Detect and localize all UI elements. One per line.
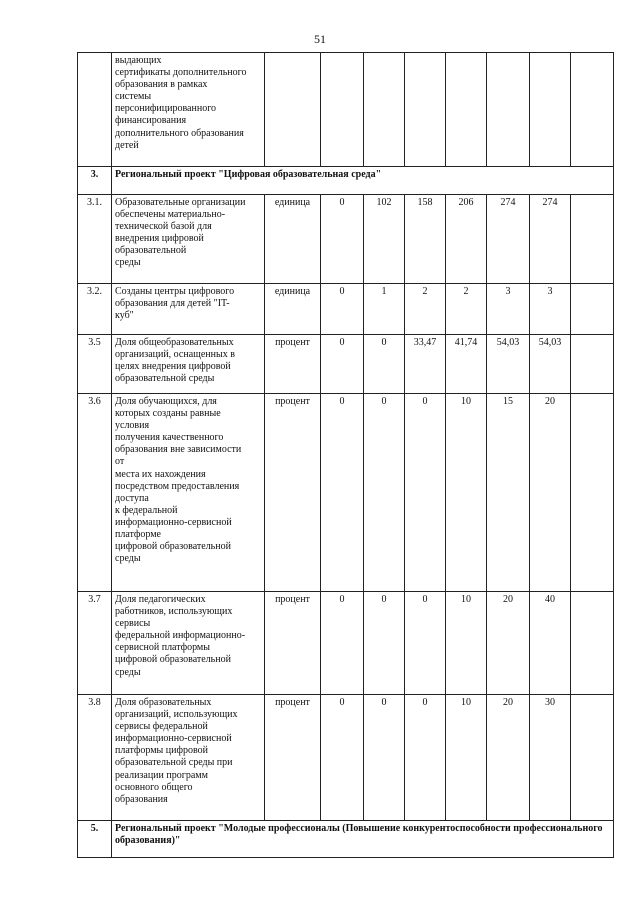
- empty-cell: [405, 53, 446, 167]
- value-cell: 0: [321, 195, 364, 284]
- indicator-unit: процент: [265, 592, 321, 695]
- empty-cell: [364, 53, 405, 167]
- value-cell: 0: [364, 695, 405, 821]
- row-number: 3.1.: [78, 195, 112, 284]
- value-cell: 158: [405, 195, 446, 284]
- page-number: 51: [314, 32, 326, 46]
- value-cell: 274: [530, 195, 571, 284]
- value-cell: 0: [321, 394, 364, 592]
- value-cell: 102: [364, 195, 405, 284]
- value-cell: 10: [446, 394, 487, 592]
- row-number: 3.5: [78, 335, 112, 394]
- continuation-num-cell: [78, 53, 112, 167]
- section-title: Региональный проект "Молодые профессионалы (Повышение конкурентоспособности профессионального образования)": [112, 821, 614, 858]
- row-number: 3.2.: [78, 284, 112, 335]
- section-row: [78, 821, 614, 858]
- row-number: 3.6: [78, 394, 112, 592]
- table-row: [78, 592, 614, 695]
- section-row: [78, 167, 614, 195]
- indicator-unit: единица: [265, 284, 321, 335]
- value-cell: 274: [487, 195, 530, 284]
- indicator-name: Образовательные организации обеспечены материально- технической базой для внедрения цифровой образовательной среды: [112, 195, 265, 284]
- empty-cell: [487, 53, 530, 167]
- indicator-name: Доля образовательных организаций, использующих сервисы федеральной информационно-сервисной платформы цифровой образовательной среды при реализации программ основного общего образования: [112, 695, 265, 821]
- value-cell: 15: [487, 394, 530, 592]
- indicator-name: Доля педагогических работников, использующих сервисы федеральной информационно- сервисной платформы цифровой образовательной среды: [112, 592, 265, 695]
- value-cell: 0: [405, 394, 446, 592]
- value-cell: 0: [321, 335, 364, 394]
- value-cell: 3: [487, 284, 530, 335]
- indicator-unit: процент: [265, 394, 321, 592]
- empty-cell: [530, 53, 571, 167]
- value-cell: 0: [321, 284, 364, 335]
- table-row: [78, 394, 614, 592]
- empty-cell: [571, 592, 614, 695]
- indicators-table: [77, 52, 614, 858]
- value-cell: 0: [364, 335, 405, 394]
- empty-cell: [571, 195, 614, 284]
- value-cell: 20: [487, 592, 530, 695]
- value-cell: 20: [530, 394, 571, 592]
- value-cell: 0: [321, 695, 364, 821]
- value-cell: 2: [446, 284, 487, 335]
- continuation-text: выдающих сертификаты дополнительного образования в рамках системы персонифицированного финансирования дополнительного образования детей: [112, 53, 265, 167]
- section-number: 5.: [78, 821, 112, 858]
- section-title: Региональный проект "Цифровая образовательная среда": [112, 167, 614, 195]
- indicator-unit: процент: [265, 335, 321, 394]
- empty-cell: [571, 695, 614, 821]
- empty-cell: [321, 53, 364, 167]
- indicator-name: Доля общеобразовательных организаций, оснащенных в целях внедрения цифровой образовательной среды: [112, 335, 265, 394]
- value-cell: 10: [446, 695, 487, 821]
- row-number: 3.8: [78, 695, 112, 821]
- value-cell: 0: [364, 394, 405, 592]
- empty-cell: [446, 53, 487, 167]
- value-cell: 0: [364, 592, 405, 695]
- table-row: [78, 335, 614, 394]
- empty-cell: [571, 335, 614, 394]
- value-cell: 40: [530, 592, 571, 695]
- indicator-name: Доля обучающихся, для которых созданы равные условия получения качественного образования вне зависимости от места их нахождения посредством предоставления доступа к федеральной информационно-сервисной платформе цифровой образовательной среды: [112, 394, 265, 592]
- value-cell: 0: [405, 695, 446, 821]
- indicator-unit: единица: [265, 195, 321, 284]
- value-cell: 54,03: [530, 335, 571, 394]
- value-cell: 206: [446, 195, 487, 284]
- table-row: [78, 195, 614, 284]
- value-cell: 2: [405, 284, 446, 335]
- indicator-name: Созданы центры цифрового образования для детей "IT- куб": [112, 284, 265, 335]
- value-cell: 33,47: [405, 335, 446, 394]
- empty-cell: [571, 53, 614, 167]
- value-cell: 54,03: [487, 335, 530, 394]
- row-number: 3.7: [78, 592, 112, 695]
- table-row: [78, 284, 614, 335]
- table-row: [78, 695, 614, 821]
- value-cell: 20: [487, 695, 530, 821]
- value-cell: 3: [530, 284, 571, 335]
- empty-cell: [571, 284, 614, 335]
- value-cell: 1: [364, 284, 405, 335]
- value-cell: 0: [405, 592, 446, 695]
- value-cell: 30: [530, 695, 571, 821]
- value-cell: 10: [446, 592, 487, 695]
- indicator-unit: процент: [265, 695, 321, 821]
- continuation-row: [78, 53, 614, 167]
- value-cell: 41,74: [446, 335, 487, 394]
- section-number: 3.: [78, 167, 112, 195]
- empty-cell: [265, 53, 321, 167]
- value-cell: 0: [321, 592, 364, 695]
- empty-cell: [571, 394, 614, 592]
